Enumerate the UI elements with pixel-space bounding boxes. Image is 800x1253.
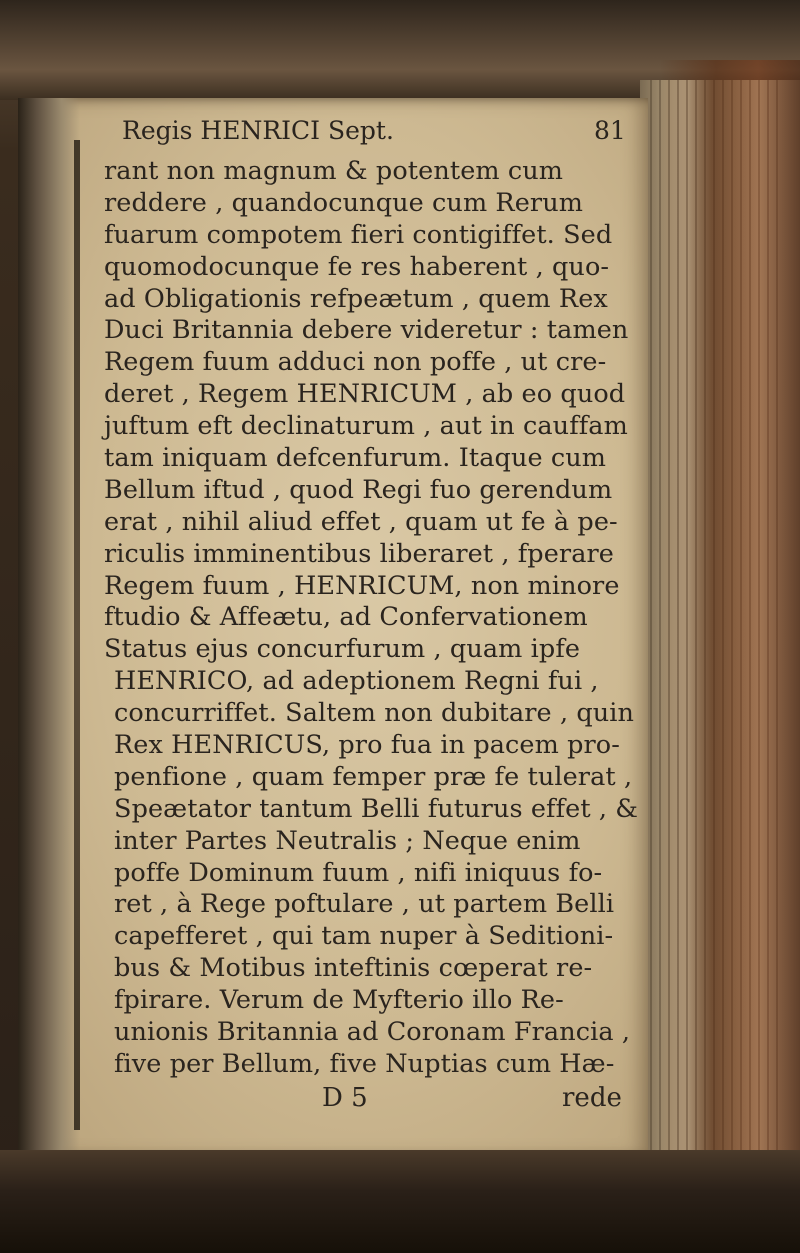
text-line: Duci Britannia debere videretur : tamen [104, 315, 629, 346]
book-gutter [18, 98, 80, 1158]
text-line: capefferet , qui tam nuper à Seditioni- [114, 921, 614, 952]
text-line: fuarum compotem fieri contigiffet. Sed [104, 219, 613, 250]
text-line: juftum eft declinaturum , aut in cauffam [104, 411, 628, 442]
text-line: Regem fuum , HENRICUM, non minore [104, 570, 620, 601]
text-line: erat , nihil aliud effet , quam ut fe à pe- [104, 506, 618, 537]
text-line: riculis imminentibus liberaret , fperare [104, 538, 614, 569]
text-line: fpirare. Verum de Myfterio illo Re- [114, 985, 564, 1016]
text-line: inter Partes Neutralis ; Neque enim [114, 825, 581, 856]
text-line: concurriffet. Saltem non dubitare , quin [114, 698, 635, 729]
signature-mark: D 5 [322, 1082, 368, 1113]
text-line: Speætator tantum Belli futurus effet , & [114, 793, 639, 824]
text-line: ftudio & Affeætu, ad Confervationem [104, 602, 588, 633]
text-line: quomodocunque fe res haberent , quo- [104, 251, 610, 282]
text-line: penfione , quam femper præ fe tulerat , [114, 761, 633, 792]
text-line: HENRICO, ad adeptionem Regni fui , [114, 666, 599, 697]
book-cover-edge [660, 60, 800, 1210]
text-line: poffe Dominum fuum , nifi iniquus fo- [114, 857, 603, 888]
background-bottom [0, 1150, 800, 1253]
catchword: rede [562, 1082, 622, 1113]
text-line: Bellum iftud , quod Regi fuo gerendum [104, 474, 613, 505]
text-line: Status ejus concurfurum , quam ipfe [104, 634, 581, 665]
running-head-title: Regis HENRICI Sept. [122, 116, 394, 145]
text-line: unionis Britannia ad Coronam Francia , [114, 1017, 631, 1048]
page-number: 81 [594, 116, 626, 145]
text-line: Rex HENRICUS, pro fua in pacem pro- [114, 730, 620, 761]
text-line: five per Bellum, five Nuptias cum Hæ- [114, 1048, 615, 1079]
text-line: bus & Motibus inteftinis cœperat re- [114, 953, 593, 984]
text-line: ret , à Rege poftulare , ut partem Belli [114, 889, 615, 920]
text-line: reddere , quandocunque cum Rerum [104, 187, 584, 218]
text-line: Regem fuum adduci non poffe , ut cre- [104, 347, 607, 378]
body-text [104, 156, 639, 1081]
gutter-shadow [74, 140, 80, 1130]
text-line: rant non magnum & potentem cum [104, 156, 564, 186]
page-text [104, 112, 639, 1117]
text-line: ad Obligationis refpeætum , quem Rex [104, 283, 608, 314]
page-footer [104, 1081, 634, 1117]
text-line: tam iniquam defcenfurum. Itaque cum [104, 443, 607, 474]
text-line: deret , Regem HENRICUM , ab eo quod [104, 379, 626, 410]
running-head [104, 112, 634, 156]
